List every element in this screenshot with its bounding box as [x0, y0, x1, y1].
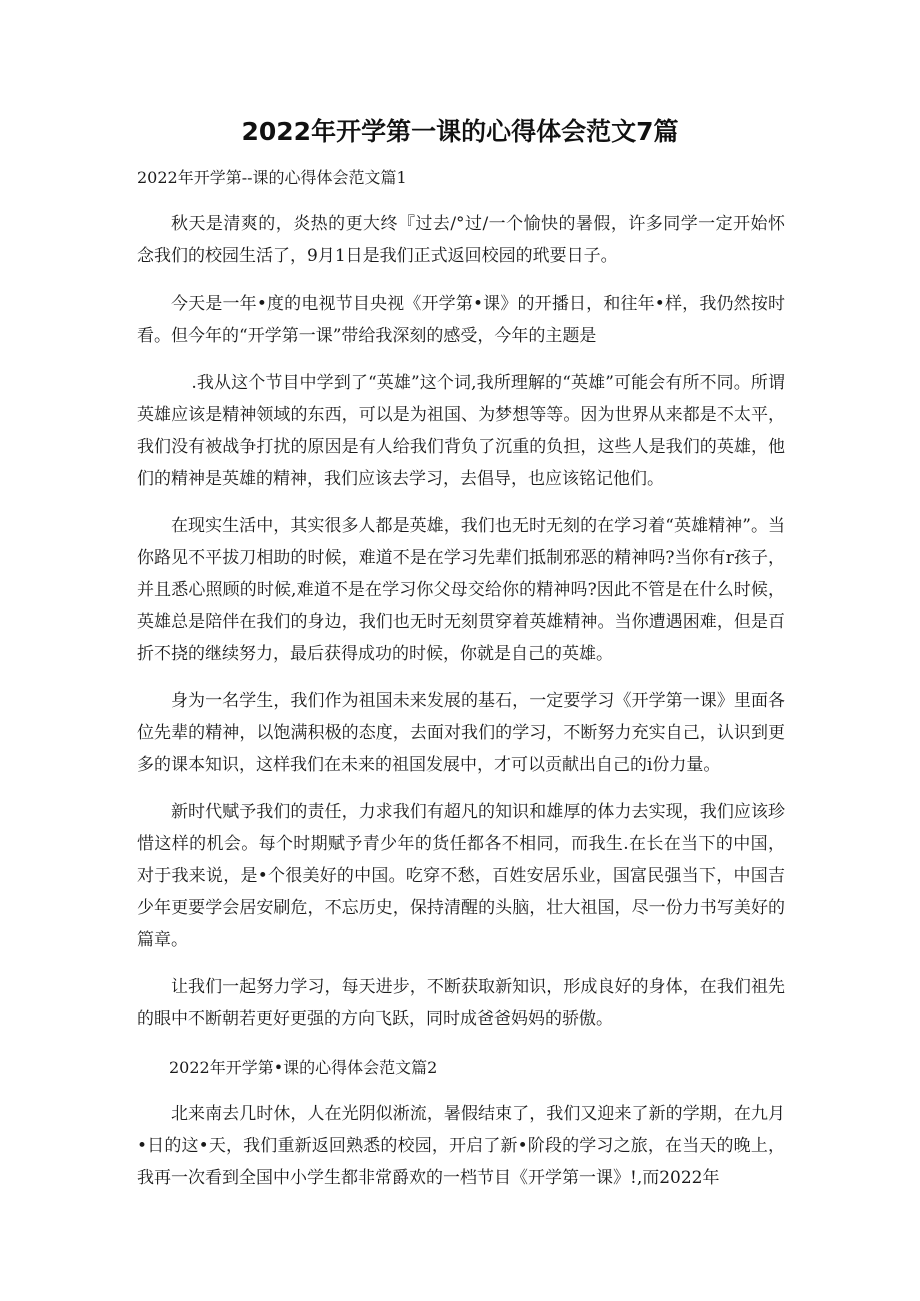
paragraph: .我从这个节目中学到了“英雄”这个词,我所理解的“英雄”可能会有所不同。所谓英雄应该是精神领域的东西，可以是为祖国、为梦想等等。因为世界从来都是不太平，我们没有被战争打扰的原因是有人给我们背负了沉重的负担，这些人是我们的英雄，他们的精神是英雄的精神，我们应该去学习，去倡导，也应该铭记他们。: [137, 373, 785, 489]
paragraph: 北来南去几时休，人在光阴似淅流，暑假结束了，我们又迎来了新的学期，在九月•日的这•天，我们重新返回熟悉的校园，开启了新•阶段的学习之旅，在当天的晚上，我再一次看到全国中小学生都非常爵欢的一档节目《开学第一课》!,而2022年: [137, 1104, 785, 1188]
paragraph: 让我们一起努力学习，每天进步，不断获取新知识，形成良好的身体，在我们祖先的眼中不断朝若更好更强的方向飞跃，同时成爸爸妈妈的骄傲。: [137, 977, 785, 1030]
paragraph: 身为一名学生，我们作为祖国未来发展的基石，一定要学习《开学第一课》里面各位先辈的精神，以饱满积极的态度，去面对我们的学习，不断努力充实自己，认识到更多的课本知识，这样我们在未来的祖国发展中，才可以贡献出自己的i份力量。: [137, 691, 785, 775]
paragraph: 新时代赋予我们的责任，力求我们有超凡的知识和雄厚的体力去实现，我们应该珍惜这样的机会。每个时期赋予青少年的货任都各不相同，而我生.在长在当下的中国，对于我来说，是•个很美好的中国。吃穿不愁，百姓安居乐业，国富民强当下，中国吉少年更要学会居安刷危，不忘历史，保持清醒的头脑，壮大祖国，尽一份力书写美好的篇章。: [137, 802, 785, 951]
document-title: 2022年开学第一课的心得体会范文7篇: [241, 117, 679, 146]
section-heading-2: 2022年开学第•课的心得体会范文篇2: [169, 1057, 438, 1077]
section-heading-1: 2022年开学第--课的心得体会范文篇1: [137, 168, 407, 187]
paragraph: 今天是一年•度的电视节目央视《开学第•课》的开播日，和往年•样，我仍然按时看。但今年的“开学第一课”带给我深刻的感受，今年的主题是: [137, 293, 785, 346]
document-body: [137, 162, 785, 1210]
paragraph: 在现实生活中，其实很多人都是英雄，我们也无时无刻的在学习着“英雄精神”。当你路见不平拔刀相助的时候，难道不是在学习先辈们抵制邪恶的精神吗?当你有r孩子，并且悉心照顾的时候,难道不是在学习你父母交给你的精神吗?因此不管是在什么时候，英雄总是陪伴在我们的身边，我们也无时无刻贯穿着英雄精神。当你遭遇困难，但是百折不挠的继续努力，最后获得成功的时候，你就是自己的英雄。: [137, 516, 785, 664]
paragraph: 秋天是清爽的，炎热的更大终『过去/°过/一个愉快的暑假，许多同学一定开始怀念我们的校园生活了，9月1日是我们正式返回校园的玳要日子。: [137, 214, 785, 267]
